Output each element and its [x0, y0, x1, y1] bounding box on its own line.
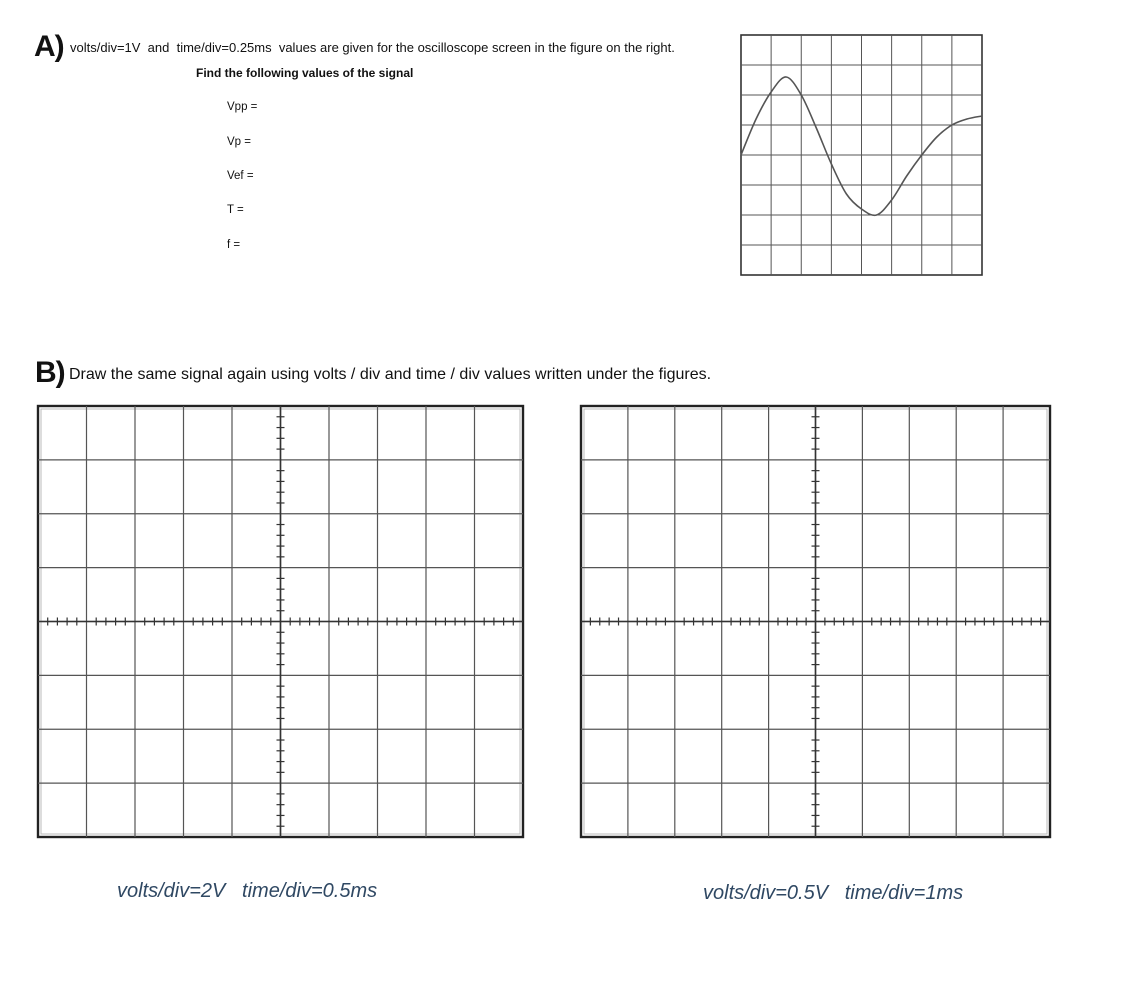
question-t: T = [227, 204, 244, 216]
oscilloscope-screen-a [740, 34, 983, 276]
scope-a-grid [741, 35, 982, 275]
part-b-intro: Draw the same signal again using volts / div and time / div values written under the figures. [69, 366, 712, 383]
part-a-label: A) [34, 30, 64, 63]
empty-oscilloscope-right[interactable] [579, 404, 1052, 839]
empty-oscilloscope-left[interactable] [36, 404, 525, 839]
question-vp: Vp = [227, 136, 251, 148]
part-b-label: B) [35, 356, 65, 389]
caption-right: volts/div=0.5V time/div=1ms [703, 882, 964, 904]
question-f: f = [227, 239, 241, 251]
question-vpp: Vpp = [227, 101, 258, 113]
part-a-subtitle: Find the following values of the signal [196, 66, 414, 80]
part-a-intro: volts/div=1V and time/div=0.25ms values are given for the oscilloscope screen in the figure on the right. [70, 40, 675, 55]
caption-left: volts/div=2V time/div=0.5ms [117, 880, 378, 902]
question-vef: Vef = [227, 170, 254, 182]
